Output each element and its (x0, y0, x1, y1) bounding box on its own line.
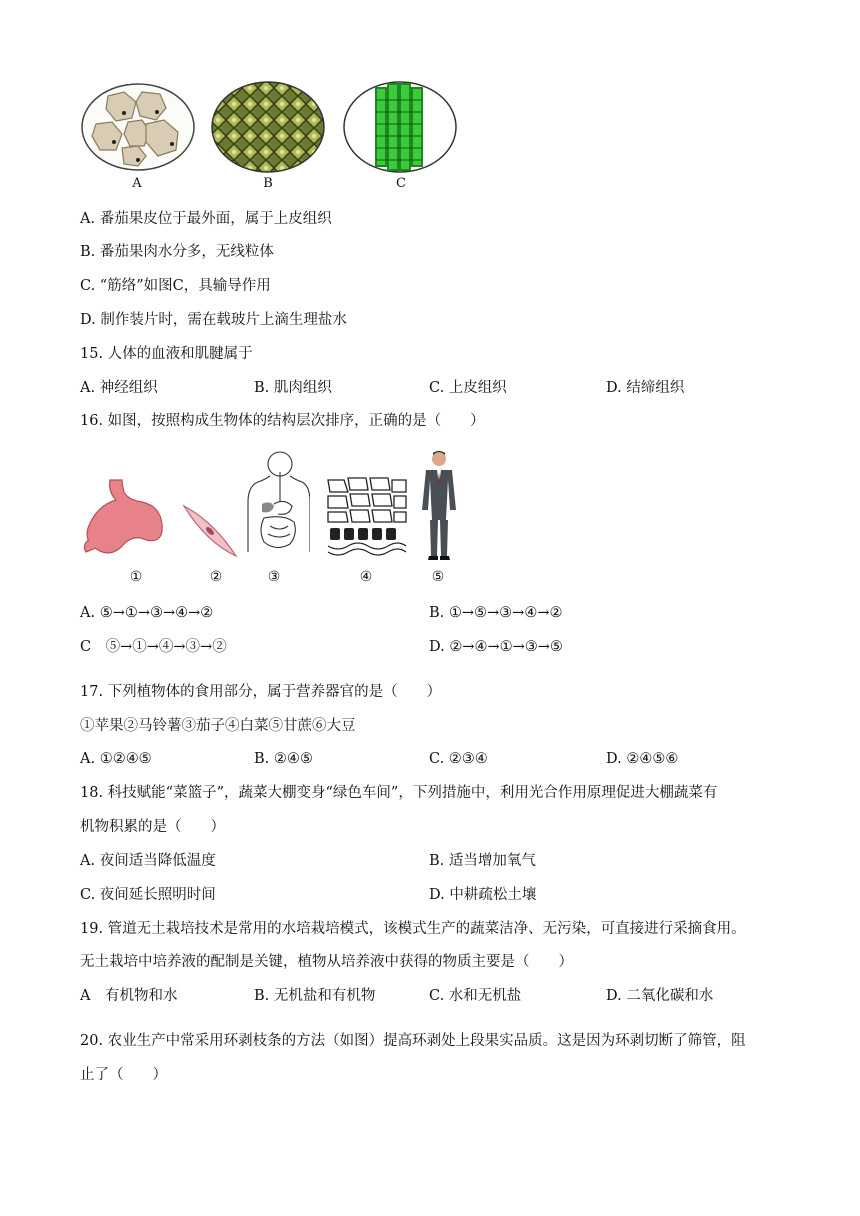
muscle-cell-illustration (180, 500, 240, 560)
micrograph-b (210, 80, 326, 174)
q17-option-a: A. ①②④⑤ (80, 751, 152, 767)
q16-option-a: A. ⑤→①→③→④→② (80, 605, 214, 621)
q14-option-c: C. “筋络”如图C，具输导作用 (80, 278, 271, 294)
q19-stem-line1: 19. 管道无土栽培技术是常用的水培栽培模式，该模式生产的蔬菜洁净、无污染，可直接进行采摘食用。 (80, 921, 746, 937)
q16-label-4: ④ (359, 569, 373, 585)
q15-option-a: A. 神经组织 (80, 380, 158, 396)
q19-option-c: C. 水和无机盐 (429, 988, 522, 1004)
q18-stem-line2: 机物积累的是（ ） (80, 819, 225, 835)
q15-option-c: C. 上皮组织 (429, 380, 507, 396)
q17-option-d: D. ②④⑤⑥ (606, 751, 679, 767)
digestive-system-illustration (244, 448, 310, 564)
q14-option-a: A. 番茄果皮位于最外面，属于上皮组织 (80, 211, 332, 227)
q15-option-d: D. 结缔组织 (606, 380, 685, 396)
micrograph-label-b: B (263, 176, 273, 191)
q16-label-5: ⑤ (431, 569, 445, 585)
q15-option-b: B. 肌肉组织 (254, 380, 332, 396)
q15-stem: 15. 人体的血液和肌腱属于 (80, 346, 253, 362)
q16-label-2: ② (209, 569, 223, 585)
tissue-illustration (326, 476, 408, 560)
q19-stem-line2: 无土栽培中培养液的配制是关键，植物从培养液中获得的物质主要是（ ） (80, 954, 573, 970)
q18-option-a: A. 夜间适当降低温度 (80, 853, 216, 869)
q17-option-c: C. ②③④ (429, 751, 488, 767)
q20-stem-line1: 20. 农业生产中常采用环剥枝条的方法（如图）提高环剥处上段果实品质。这是因为环剥切断了筛管，阻 (80, 1033, 746, 1049)
human-figure-illustration (418, 450, 460, 562)
q16-label-3: ③ (267, 569, 281, 585)
q17-stem: 17. 下列植物体的食用部分，属于营养器官的是（ ） (80, 684, 442, 700)
q18-option-c: C. 夜间延长照明时间 (80, 887, 216, 903)
q18-stem-line1: 18. 科技赋能“菜篮子”，蔬菜大棚变身“绿色车间”，下列措施中，利用光合作用原理促进大棚蔬菜有 (80, 785, 718, 801)
micrograph-a (80, 82, 196, 172)
q19-option-a: A 有机物和水 (80, 988, 178, 1004)
micrograph-c (342, 80, 458, 174)
q19-option-d: D. 二氧化碳和水 (606, 988, 714, 1004)
micrograph-label-a: A (132, 176, 142, 191)
q16-option-c: C ⑤→①→④→③→② (80, 639, 227, 655)
q14-option-d: D. 制作装片时，需在载玻片上滴生理盐水 (80, 312, 347, 328)
q16-option-b: B. ①→⑤→③→④→② (429, 605, 563, 621)
q20-stem-line2: 止了（ ） (80, 1067, 167, 1083)
q14-option-b: B. 番茄果肉水分多，无线粒体 (80, 244, 274, 260)
q16-stem: 16. 如图，按照构成生物体的结构层次排序，正确的是（ ） (80, 413, 485, 429)
micrograph-label-c: C (396, 176, 406, 191)
q18-option-b: B. 适当增加氧气 (429, 853, 536, 869)
q19-option-b: B. 无机盐和有机物 (254, 988, 376, 1004)
q18-option-d: D. 中耕疏松土壤 (429, 887, 537, 903)
stomach-illustration (80, 476, 164, 560)
q17-items: ①苹果②马铃薯③茄子④白菜⑤甘蔗⑥大豆 (80, 718, 356, 734)
q16-label-1: ① (129, 569, 143, 585)
q16-option-d: D. ②→④→①→③→⑤ (429, 639, 563, 655)
q17-option-b: B. ②④⑤ (254, 751, 313, 767)
